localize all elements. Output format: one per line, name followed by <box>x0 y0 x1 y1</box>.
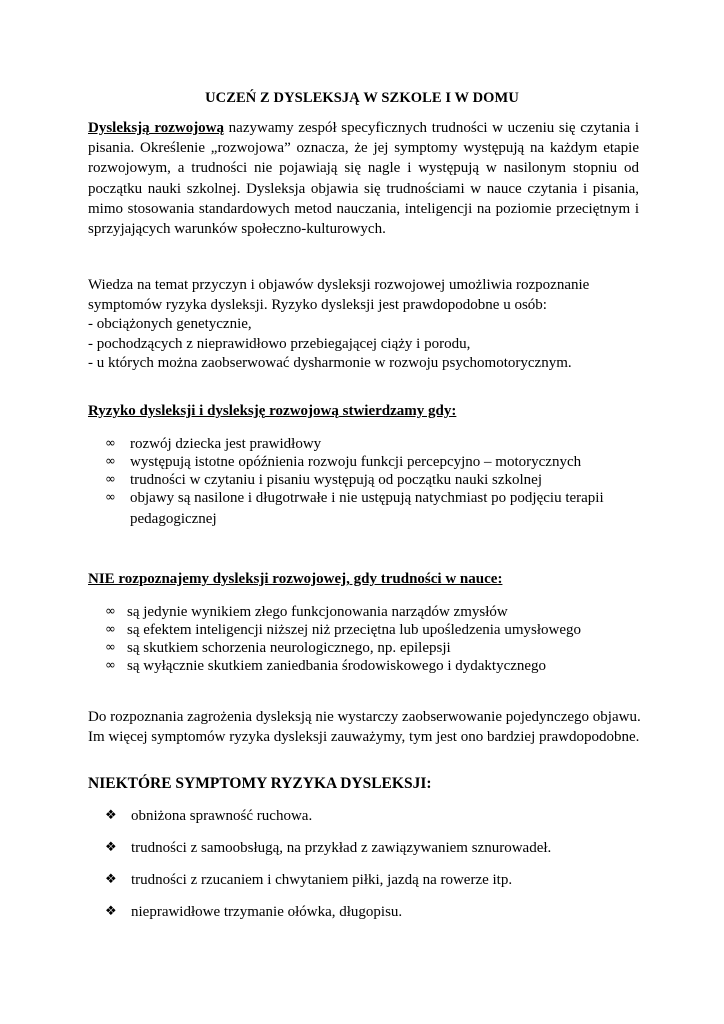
list-item <box>105 489 650 529</box>
infinity-bullet-icon: ∞ <box>105 658 116 673</box>
infinity-bullet-icon: ∞ <box>105 454 116 469</box>
diamond-bullet-icon: ❖ <box>105 872 117 887</box>
list-item-text: trudności z samoobsługą, na przykład z zawiązywaniem sznurowadeł. <box>131 840 552 856</box>
list-item <box>105 603 647 621</box>
list-item-text: rozwój dziecka jest prawidłowy <box>130 436 322 452</box>
risk-list <box>105 435 650 529</box>
diamond-bullet-icon: ❖ <box>105 808 117 823</box>
list-item <box>105 639 647 657</box>
intro-term: Dysleksją rozwojową <box>88 120 225 136</box>
list-item <box>105 902 551 934</box>
list-item-text: obniżona sprawność ruchowa. <box>131 808 313 824</box>
knowledge-line: - pochodzących z nieprawidłowo przebiegającej ciąży i porodu, <box>88 335 471 352</box>
list-item <box>105 621 647 639</box>
knowledge-line: symptomów ryzyka dysleksji. Ryzyko dysleksji jest prawdopodobne u osób: <box>88 296 547 313</box>
list-item-text: nieprawidłowe trzymanie ołówka, długopisu. <box>131 904 403 920</box>
list-item-text: są wyłącznie skutkiem zaniedbania środowiskowego i dydaktycznego <box>127 658 547 674</box>
infinity-bullet-icon: ∞ <box>105 604 116 619</box>
knowledge-line: - obciążonych genetycznie, <box>88 316 252 332</box>
knowledge-paragraph <box>88 276 648 374</box>
intro-paragraph <box>88 118 639 239</box>
list-item-text: są skutkiem schorzenia neurologicznego, np. epilepsji <box>127 640 451 656</box>
list-item-text: są jedynie wynikiem złego funkcjonowania narządów zmysłów <box>127 604 508 620</box>
list-item <box>105 471 650 489</box>
infinity-bullet-icon: ∞ <box>105 622 116 637</box>
list-item <box>105 806 551 838</box>
infinity-bullet-icon: ∞ <box>105 436 116 451</box>
infinity-bullet-icon: ∞ <box>105 472 116 487</box>
page-title: UCZEŃ Z DYSLEKSJĄ W SZKOLE I W DOMU <box>205 90 519 106</box>
diagnosis-line: Im więcej symptomów ryzyka dysleksji zauważymy, tym jest ono bardziej prawdopodobne. <box>88 729 640 745</box>
knowledge-line: - u których można zaobserwować dysharmonie w rozwoju psychomotorycznym. <box>88 355 572 371</box>
diagnosis-paragraph <box>88 707 658 747</box>
knowledge-line: Wiedza na temat przyczyn i objawów dysleksji rozwojowej umożliwia rozpoznanie <box>88 277 590 293</box>
intro-text: nazywamy zespół specyficznych trudności w uczeniu się czytania i pisania. Określenie „rozwojowa” oznacza, że jej symptomy występują na każdym etapie rozwojowym, a trudności nie pojawiają się nagle i występują w nasilonym stopniu od początku nauki szkolnej. Dysleksja objawia się trudnościami w nauce czytania i pisania, mimo stosowania standardowych metod nauczania, inteligencji na poziomie przeciętnym i sprzyjających warunków społeczno-kulturowych. <box>88 120 640 238</box>
infinity-bullet-icon: ∞ <box>105 490 116 505</box>
diamond-bullet-icon: ❖ <box>105 840 117 855</box>
list-item-text: trudności w czytaniu i pisaniu występują od początku nauki szkolnej <box>130 472 542 488</box>
list-item <box>105 838 551 870</box>
diamond-bullet-icon: ❖ <box>105 904 117 919</box>
diagnosis-line: Do rozpoznania zagrożenia dysleksją nie wystarczy zaobserwowanie pojedynczego objawu. <box>88 709 641 725</box>
list-item-continuation: pedagogicznej <box>130 511 217 527</box>
list-item-text: są efektem inteligencji niższej niż przeciętna lub upośledzenia umysłowego <box>127 622 581 638</box>
list-item-text: trudności z rzucaniem i chwytaniem piłki, jazdą na rowerze itp. <box>131 872 513 888</box>
list-item <box>105 870 551 902</box>
list-item <box>105 435 650 453</box>
infinity-bullet-icon: ∞ <box>105 640 116 655</box>
risk-heading: Ryzyko dysleksji i dysleksję rozwojową stwierdzamy gdy: <box>88 403 457 419</box>
list-item-text: objawy są nasilone i długotrwałe i nie ustępują natychmiast po podjęciu terapii <box>130 490 604 506</box>
not-heading <box>88 571 502 588</box>
symptoms-heading: NIEKTÓRE SYMPTOMY RYZYKA DYSLEKSJI: <box>88 775 432 792</box>
not-list <box>105 603 647 675</box>
not-heading-colon: : <box>497 571 503 587</box>
list-item-text: występują istotne opóźnienia rozwoju funkcji percepcyjno – motorycznych <box>130 454 582 470</box>
symptoms-list <box>105 806 551 934</box>
not-heading-text: NIE rozpoznajemy dysleksji rozwojowej, gdy trudności w nauce <box>88 571 498 587</box>
list-item <box>105 657 647 675</box>
list-item <box>105 453 650 471</box>
